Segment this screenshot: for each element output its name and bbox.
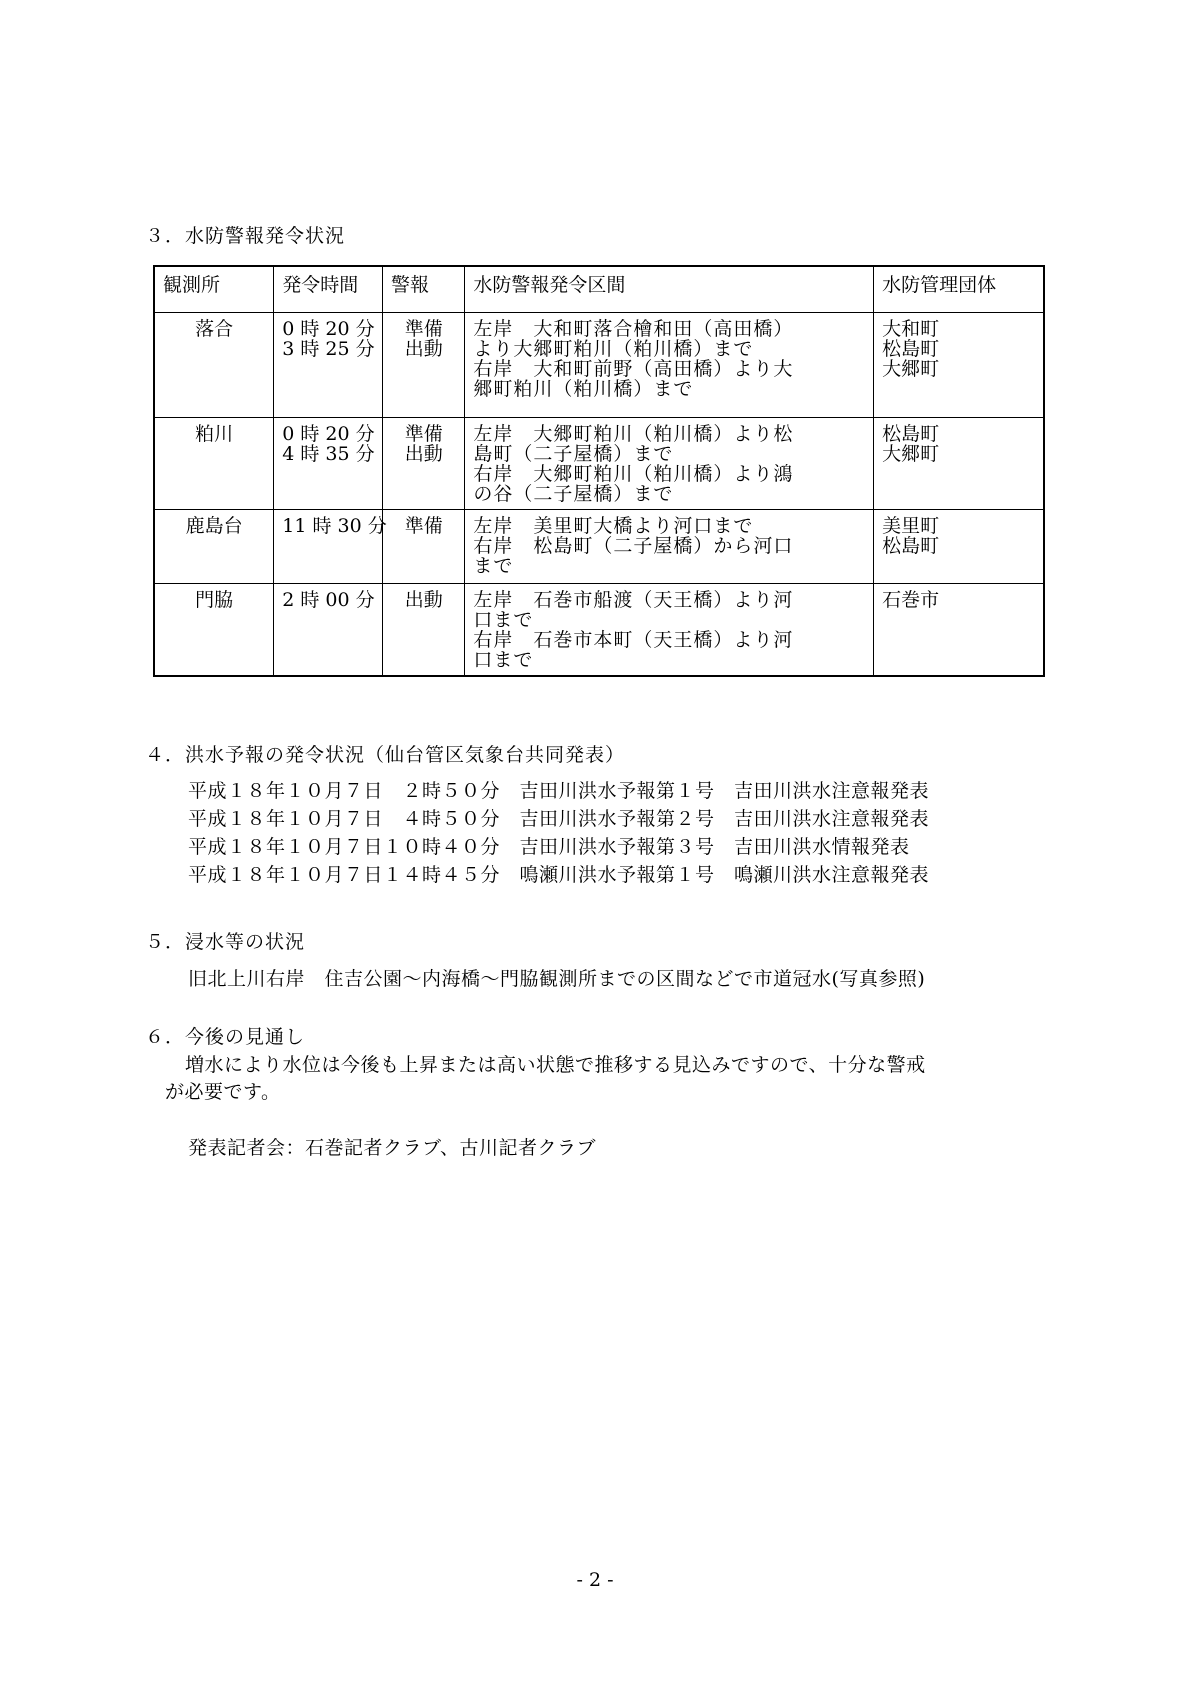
section4-heading: ４．洪水予報の発令状況（仙台管区気象台共同発表） — [145, 744, 626, 766]
forecast-line: 平成１８年１０月７日 ４時５０分 吉田川洪水予報第２号 吉田川洪水注意報発表 — [188, 808, 930, 830]
section5-heading: ５．浸水等の状況 — [145, 931, 306, 953]
page-number: - 2 - — [576, 1569, 614, 1591]
station-cell: 門脇 — [154, 584, 274, 676]
table-header-row — [154, 266, 1044, 313]
header-org: 水防管理団体 — [874, 266, 1044, 313]
section3-heading: ３．水防警報発令状況 — [145, 225, 346, 247]
station-cell: 鹿島台 — [154, 510, 274, 584]
flood-warning-table — [153, 265, 1045, 677]
table-row — [154, 313, 1044, 418]
table-row — [154, 418, 1044, 510]
org-cell: 石巻市 — [874, 584, 1044, 676]
org-cell: 松島町 大郷町 — [874, 418, 1044, 510]
time-cell: 11 時 30 分 — [274, 510, 383, 584]
station-cell: 落合 — [154, 313, 274, 418]
forecast-line: 平成１８年１０月７日１０時４０分 吉田川洪水予報第３号 吉田川洪水情報発表 — [188, 836, 910, 858]
time-cell: 0 時 20 分 4 時 35 分 — [274, 418, 383, 510]
section-cell: 左岸 大郷町粕川（粕川橋）より松 島町（二子屋橋）まで 右岸 大郷町粕川（粕川橋）より鴻 の谷（二子屋橋）まで — [465, 418, 874, 510]
kind-cell: 準備 — [383, 510, 465, 584]
press-club: 発表記者会：石巻記者クラブ、古川記者クラブ — [188, 1137, 596, 1159]
section-cell: 左岸 石巻市船渡（天王橋）より河 口まで 右岸 石巻市本町（天王橋）より河 口まで — [465, 584, 874, 676]
section6-heading: ６．今後の見通し — [145, 1026, 306, 1048]
table-row — [154, 510, 1044, 584]
outlook-text-cont: が必要です。 — [165, 1081, 281, 1103]
time-cell: 0 時 20 分 3 時 25 分 — [274, 313, 383, 418]
outlook-text: 増水により水位は今後も上昇または高い状態で推移する見込みですので、十分な警戒 — [185, 1054, 926, 1076]
header-station: 観測所 — [154, 266, 274, 313]
time-cell: 2 時 00 分 — [274, 584, 383, 676]
org-cell: 美里町 松島町 — [874, 510, 1044, 584]
forecast-line: 平成１８年１０月７日 ２時５０分 吉田川洪水予報第１号 吉田川洪水注意報発表 — [188, 780, 930, 802]
kind-cell: 出動 — [383, 584, 465, 676]
org-cell: 大和町 松島町 大郷町 — [874, 313, 1044, 418]
header-section: 水防警報発令区間 — [465, 266, 874, 313]
forecast-line: 平成１８年１０月７日１４時４５分 鳴瀬川洪水予報第１号 鳴瀬川洪水注意報発表 — [188, 864, 930, 886]
section-cell: 左岸 美里町大橋より河口まで 右岸 松島町（二子屋橋）から河口 まで — [465, 510, 874, 584]
station-cell: 粕川 — [154, 418, 274, 510]
kind-cell: 準備 出動 — [383, 313, 465, 418]
table-row — [154, 584, 1044, 676]
kind-cell: 準備 出動 — [383, 418, 465, 510]
header-time: 発令時間 — [274, 266, 383, 313]
section-cell: 左岸 大和町落合檜和田（高田橋） より大郷町粕川（粕川橋）まで 右岸 大和町前野（高田橋）より大 郷町粕川（粕川橋）まで — [465, 313, 874, 418]
header-kind: 警報 — [383, 266, 465, 313]
inundation-text: 旧北上川右岸 住吉公園～内海橋～門脇観測所までの区間などで市道冠水(写真参照) — [188, 968, 926, 990]
